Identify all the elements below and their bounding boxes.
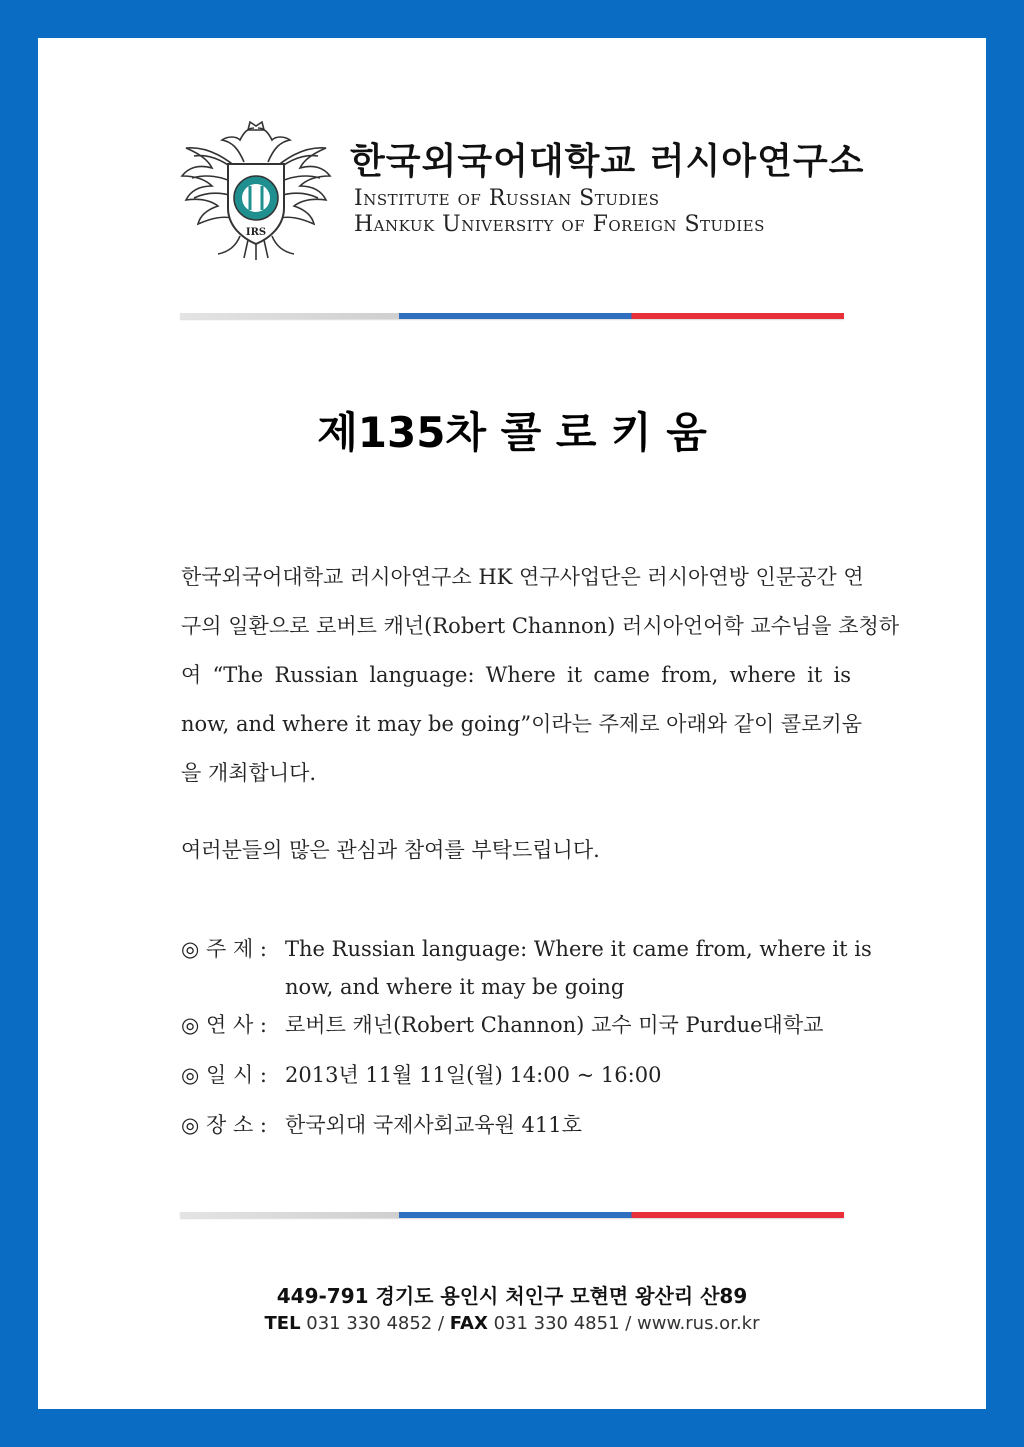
- tel-value: 031 330 4852 /: [306, 1313, 445, 1334]
- intro-line: 구의 일환으로 로버트 캐넌(Robert Channon) 러시아언어학 교수님을 초청하: [181, 614, 900, 638]
- detail-speaker-label: ◎ 연 사 :: [181, 1013, 267, 1037]
- fax-value: 031 330 4851 / www.rus.or.kr: [493, 1313, 760, 1334]
- detail-topic-label: ◎ 주 제 :: [181, 937, 267, 961]
- detail-place-value: 한국외대 국제사회교육원 411호: [285, 1113, 582, 1137]
- institute-eagle-logo: [178, 118, 334, 264]
- event-details: [181, 930, 872, 1144]
- intro-line: 여 “The Russian language: Where it came from, where it is: [181, 663, 851, 687]
- intro-line: 을 개최합니다.: [181, 761, 317, 785]
- detail-topic-value-line2: now, and where it may be going: [285, 975, 625, 999]
- institute-name-english: Institute of Russian Studies: [354, 186, 660, 211]
- intro-paragraph: [181, 553, 900, 798]
- detail-time-label: ◎ 일 시 :: [181, 1063, 267, 1087]
- detail-speaker: [181, 1006, 841, 1044]
- tel-label: TEL: [264, 1313, 301, 1334]
- detail-topic-continued: [181, 968, 841, 1006]
- intro-line: 한국외국어대학교 러시아연구소 HK 연구사업단은 러시아연방 인문공간 연: [181, 565, 864, 589]
- intro-line: now, and where it may be going”이라는 주제로 아래와 같이 콜로키움: [181, 712, 863, 736]
- footer-address: 449-791 경기도 용인시 처인구 모현면 왕산리 산89: [276, 1284, 748, 1308]
- university-name-english: Hankuk University of Foreign Studies: [354, 212, 765, 237]
- footer-contact: [0, 1313, 1024, 1334]
- fax-label: FAX: [449, 1313, 488, 1334]
- institute-name-korean: 한국외국어대학교 러시아연구소: [350, 141, 865, 182]
- detail-topic-value: The Russian language: Where it came from, where it is: [285, 937, 872, 961]
- logo-irs-text: IRS: [245, 227, 267, 238]
- thanks-line: 여러분들의 많은 관심과 참여를 부탁드립니다.: [181, 838, 600, 862]
- detail-time-value: 2013년 11월 11일(월) 14:00 ~ 16:00: [285, 1063, 662, 1087]
- colloquium-title: 제135차 콜 로 키 움: [317, 408, 707, 457]
- tricolor-divider-bottom: [180, 1212, 844, 1218]
- thanks-paragraph: [181, 826, 851, 875]
- detail-time: [181, 1056, 841, 1094]
- detail-speaker-value: 로버트 캐넌(Robert Channon) 교수 미국 Purdue대학교: [285, 1013, 824, 1037]
- detail-topic: [181, 930, 872, 968]
- detail-place-label: ◎ 장 소 :: [181, 1113, 267, 1137]
- detail-place: [181, 1106, 841, 1144]
- tricolor-divider-top: [180, 313, 844, 319]
